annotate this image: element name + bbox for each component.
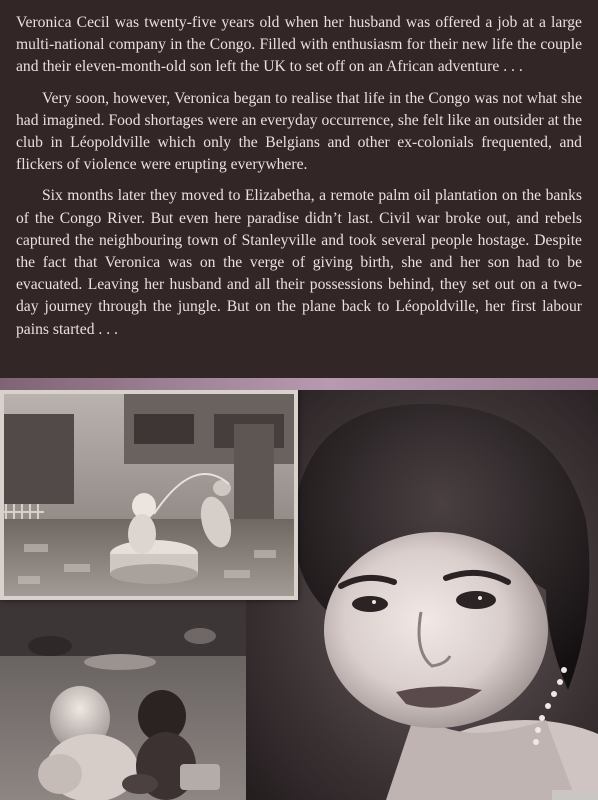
children-photo [0, 596, 258, 800]
portrait-photo [246, 390, 598, 800]
blurb-panel [0, 0, 598, 378]
garden-tub-photo [0, 390, 298, 600]
blurb-paragraph-1: Veronica Cecil was twenty-five years old when her husband was offered a job at a large multi-national company in the Congo. Filled with enthusiasm for their new life the couple and their eleven-month-old son left the UK to set off on an African adventure . . . [16, 14, 582, 76]
blurb-paragraph-3: Six months later they moved to Elizabetha, a remote palm oil plantation on the banks of the Congo River. But even here paradise didn’t last. Civil war broke out, and rebels captured the neighbouring town of Stanleyville and took several people hostage. Despite the fact that Veronica was on the verge of giving birth, she and her son had to be evacuated. Leaving her husband and all their possessions behind, they set out on a two-day journey through the jungle. But on the plane back to Léopoldville, her first labour pains started . . . [16, 187, 582, 338]
blurb-paragraph-2: Very soon, however, Veronica began to realise that life in the Congo was not what she had imagined. Food shortages were an everyday occurrence, she felt like an outsider at the club in Léopoldville which only the Belgians and other ex-colonials frequented, and flickers of violence were erupting everywhere. [16, 89, 582, 174]
photo-collage [0, 390, 598, 800]
decorative-band [0, 378, 598, 390]
corner-label-strip [552, 790, 598, 800]
